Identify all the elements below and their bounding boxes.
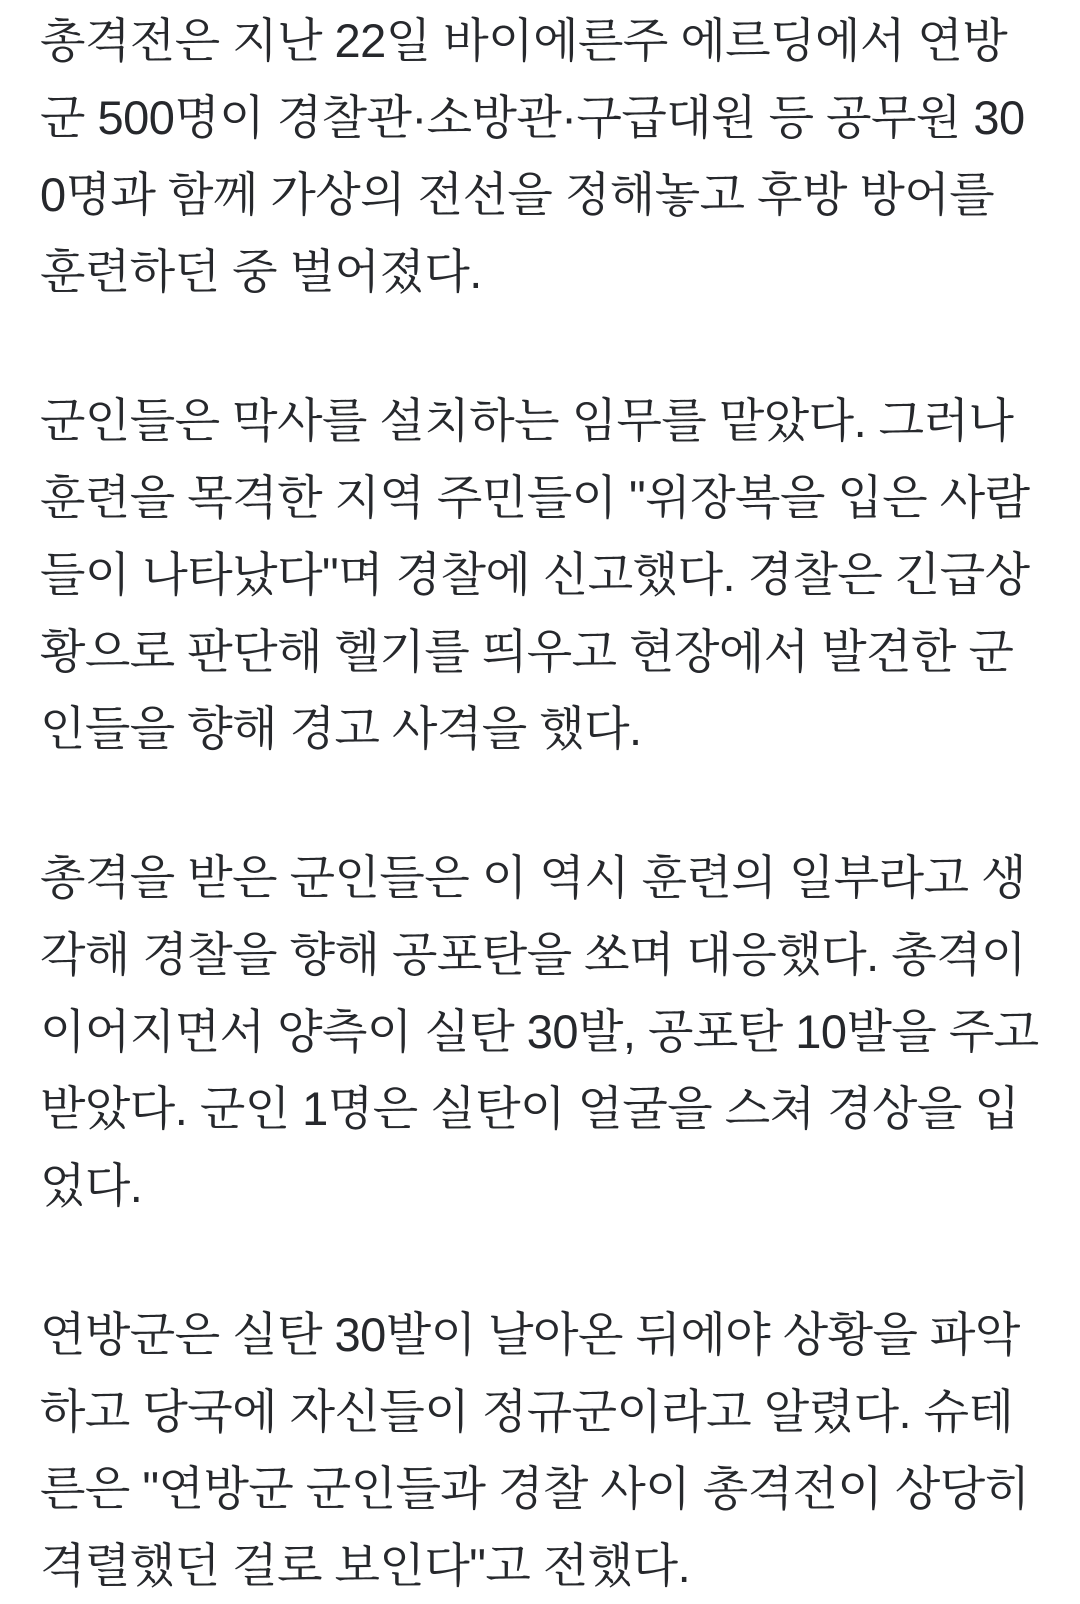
article-paragraph: 총격전은 지난 22일 바이에른주 에르딩에서 연방군 500명이 경찰관·소방관·구급대원 등 공무원 300명과 함께 가상의 전선을 정해놓고 후방 방어를 훈련하던 중 벌어졌다. [40,14,1025,298]
article-paragraph: 연방군은 실탄 30발이 날아온 뒤에야 상황을 파악하고 당국에 자신들이 정규군이라고 알렸다. 슈테른은 "연방군 군인들과 경찰 사이 총격전이 상당히 격렬했던 걸로 보인다"고 전했다. [40,1308,1030,1592]
article-paragraph: 군인들은 막사를 설치하는 임무를 맡았다. 그러나 훈련을 목격한 지역 주민들이 "위장복을 입은 사람들이 나타났다"며 경찰에 신고했다. 경찰은 긴급상황으로 판단해 헬기를 띄우고 현장에서 발견한 군인들을 향해 경고 사격을 했다. [40,394,1030,755]
article-paragraph: 총격을 받은 군인들은 이 역시 훈련의 일부라고 생각해 경찰을 향해 공포탄을 쏘며 대응했다. 총격이 이어지면서 양측이 실탄 30발, 공포탄 10발을 주고받았다. 군인 1명은 실탄이 얼굴을 스쳐 경상을 입었다. [40,851,1039,1212]
